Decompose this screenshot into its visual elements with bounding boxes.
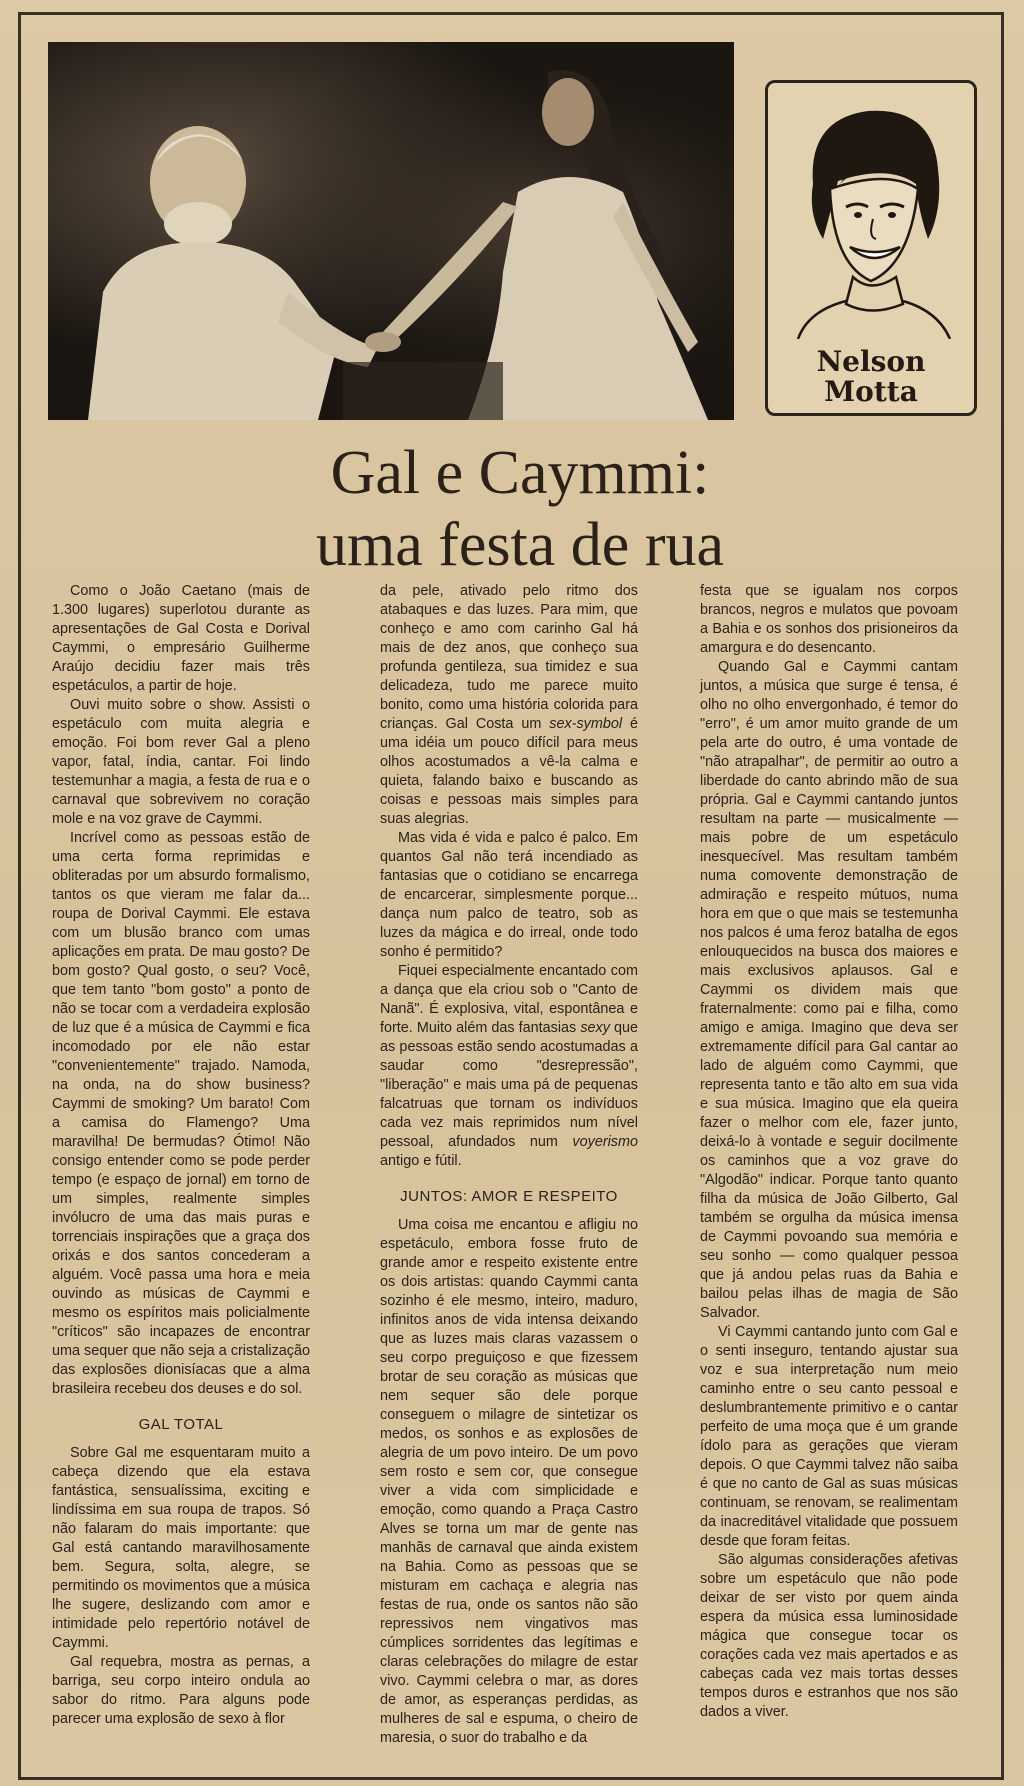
paragraph <box>380 962 638 1171</box>
paragraph <box>380 582 638 829</box>
paragraph: Sobre Gal me esquentaram muito a cabeça dizendo que ela estava fantástica, sensualíssima, exciting e lindíssima em sua roupa de trapos. Só não falaram do mais importante: que Gal está cantando maravilhosamente bem. Segura, solta, alegre, se permitindo os movimentos que a música lhe sugere, deslizando com amor e intimidade pelo repertório notável de Caymmi. <box>52 1445 310 1651</box>
author-portrait-icon <box>768 89 974 339</box>
text-run: é uma idéia um pouco difícil para meus olhos acostumados a vê-la calma e quieta, falando baixo e buscando as coisas e pessoas mais simples para suas alegrias. <box>380 716 638 827</box>
text-run: voyerismo <box>572 1134 638 1150</box>
article-column-2 <box>380 582 638 1748</box>
author-first-name: Nelson <box>816 345 926 378</box>
paragraph: Incrível como as pessoas estão de uma certa forma reprimidas e obliteradas por um absurdo formalismo, tantos os que vieram me falar da... roupa de Dorival Caymmi. Ele estava com um blusão branco com umas aplicações em prata. De mau gosto? De bom gosto? Qual gosto, o seu? Você, que tem tanto "bom gosto" a ponto de não se tocar com a verdadeira explosão de luz que é a música de Caymmi e fica incomodado por ele não estar "convenientemente" trajado. Namoda, na onda, na do show business? Caymmi de smoking? Um barato! Com a camisa do Flamengo? Uma maravilha! De bermudas? Ótimo! Não consigo entender como se pode perder tempo (e espaço de jornal) em torno de um simples, realmente simples invólucro de uma das mais puras e torrenciais inspirações que a graça dos orixás e dos santos concederam a alguém. Você passa uma hora e meia ouvindo as músicas de Caymmi e mesmo os espíritos mais policialmente "críticos" são incapazes de encontrar uma sequer que não seja a cristalização das explosões dionisíacas que a alma brasileira recebeu dos deuses e do sol. <box>52 830 310 1397</box>
paragraph: Uma coisa me encantou e afligiu no espetáculo, embora fosse fruto de grande amor e respeito existente entre os dois artistas: quando Caymmi canta sozinho é ele mesmo, inteiro, maduro, infinitos anos de vida intensa deixando que as luzes mais claras vazassem o seu corpo preguiçoso e que fizessem brotar de seu coração as músicas que nem sequer são dele porque conseguem o milagre de sintetizar os medos, os sonhos e as explosões de alegria de um povo inteiro. De um povo sem rosto e sem cor, que consegue viver a vida com simplicidade e emoção, como quando a Praça Castro Alves se torna um mar de gente nas manhãs de carnaval que ainda existem na Bahia. Como as pessoas que se misturam em cachaça e alegria nas festas de rua, onde os santos não são repressivos nem vingativos mas cúmplices sorridentes das legítimas e claras celebrações do milagre de estar vivo. Caymmi celebra o mar, as dores de amor, as esperanças perdidas, as mulheres de sal e espuma, o cheiro de maresia, o suor do trabalho e da <box>380 1217 638 1746</box>
paragraph: Ouvi muito sobre o show. Assisti o espetáculo com muita alegria e emoção. Foi bom rever Gal a pleno vapor, fatal, índia, cantar. Foi lindo testemunhar a magia, a festa de rua e o carnaval que sobrevivem no coração mole e na voz grave de Caymmi. <box>52 697 310 827</box>
headline-line-2: uma festa de rua <box>316 511 724 579</box>
author-last-name: Motta <box>824 375 918 408</box>
paragraph: festa que se igualam nos corpos brancos, negros e mulatos que povoam a Bahia e os sonhos dos prisioneiros da amargura e do desencanto. <box>700 583 958 656</box>
paragraph: Mas vida é vida e palco é palco. Em quantos Gal não terá incendiado as fantasias que o cotidiano se encarrega de encarcerar, simplesmente porque... dança num palco de teatro, sob as luzes da mágica e do irreal, onde todo sonho é permitido? <box>380 830 638 960</box>
section-heading-juntos: JUNTOS: AMOR E RESPEITO <box>400 1188 618 1205</box>
text-run: antigo e fútil. <box>380 1153 462 1169</box>
article-column-3 <box>700 582 958 1722</box>
text-run: da pele, ativado pelo ritmo dos atabaques e das luzes. Para mim, que conheço e amo com carinho Gal há mais de dez anos, que conheço sua profunda gentileza, sua timidez e sua delicadeza, tudo me parece muito bonito, como uma história colorida para crianças. Gal Costa um <box>380 583 638 732</box>
paragraph: Vi Caymmi cantando junto com Gal e o senti inseguro, tentando ajustar sua voz e sua interpretação num meio caminho entre o seu canto pessoal e deslumbrantemente primitivo e o cantar perfeito de uma moça que é um grande ídolo para as gerações que vieram depois. O que Caymmi talvez não saiba é que no canto de Gal as suas músicas continuam, se renovam, se realimentam da inacreditável vitalidade que possuem desde que foram feitas. <box>700 1324 958 1549</box>
paragraph: São algumas considerações afetivas sobre um espetáculo que não pode deixar de ser visto por quem ainda espera da música essa luminosidade mágica que consegue tocar os corações cada vez mais apertados e as cabeças cada vez mais tortas desses tempos duros e estranhos que nos são dados a viver. <box>700 1552 958 1720</box>
text-run: Fiquei especialmente encantado com a dança que ela criou sob o "Canto de Nanã". É explosiva, vital, espontânea e forte. Muito além das fantasias <box>380 963 638 1036</box>
text-run: sex-symbol <box>549 716 623 732</box>
paragraph: Como o João Caetano (mais de 1.300 lugares) superlotou durante as apresentações de Gal Costa e Dorival Caymmi, o empresário Guilherme Araújo decidiu fazer mais três espetáculos, a partir de hoje. <box>52 583 310 694</box>
section-heading-gal-total: GAL TOTAL <box>138 1416 224 1433</box>
stage-photo-art <box>48 42 734 420</box>
article-column-1 <box>52 582 310 1729</box>
text-run: sexy <box>580 1020 610 1036</box>
headline-line-1: Gal e Caymmi: <box>330 439 710 507</box>
author-caricature-box <box>765 80 977 416</box>
paragraph: Quando Gal e Caymmi cantam juntos, a música que surge é tensa, é olho no olho envergonhado, é temor do "erro", é um amor muito grande de um pela arte do outro, é uma vontade de "não atrapalhar", de permitir ao outro a liberdade do canto abrindo mão de sua própria. Gal e Caymmi cantando juntos resultam na parte — musicalmente — mais pobre de um espetáculo inesquecível. Mas resultam também numa comovente demonstração de admiração e respeito mútuos, numa hora em que o que mais se testemunha nos palcos é uma feroz batalha de egos enlouquecidos na busca dos maiores e mais exclusivos aplausos. Gal e Caymmi os dividem mais que fraternalmente: como pai e filha, como amigo e amiga. Imagino que deva ser extremamente difícil para Gal cantar ao lado de alguém como Caymmi, que representa tanto e tão alto em sua vida e sua música. Imagino que ela queira fazer o melhor com ele, fazer junto, deixá-lo à vontade e seguir docilmente os caminhos que a voz grave do "Algodão" indicar. Porque tanto quanto filha da música de João Gilberto, Gal também se orgulha da música imensa de Caymmi povoando sua memória e seu sonho — como qualquer pessoa que já andou pelas ruas da Bahia e bailou pelas ilhas de magia de São Salvador. <box>700 659 958 1321</box>
stage-photo <box>48 42 734 420</box>
text-run: que as pessoas estão sendo acostumadas a saudar como "desrepressão", "liberação" e mais uma pá de pequenas falcatruas que tornam os indivíduos cada vez mais reprimidos num nível pessoal, afundados num <box>380 1020 639 1150</box>
paragraph: Gal requebra, mostra as pernas, a barriga, seu corpo inteiro ondula ao sabor do ritmo. Para alguns pode parecer uma explosão de sexo à flor <box>52 1654 310 1727</box>
